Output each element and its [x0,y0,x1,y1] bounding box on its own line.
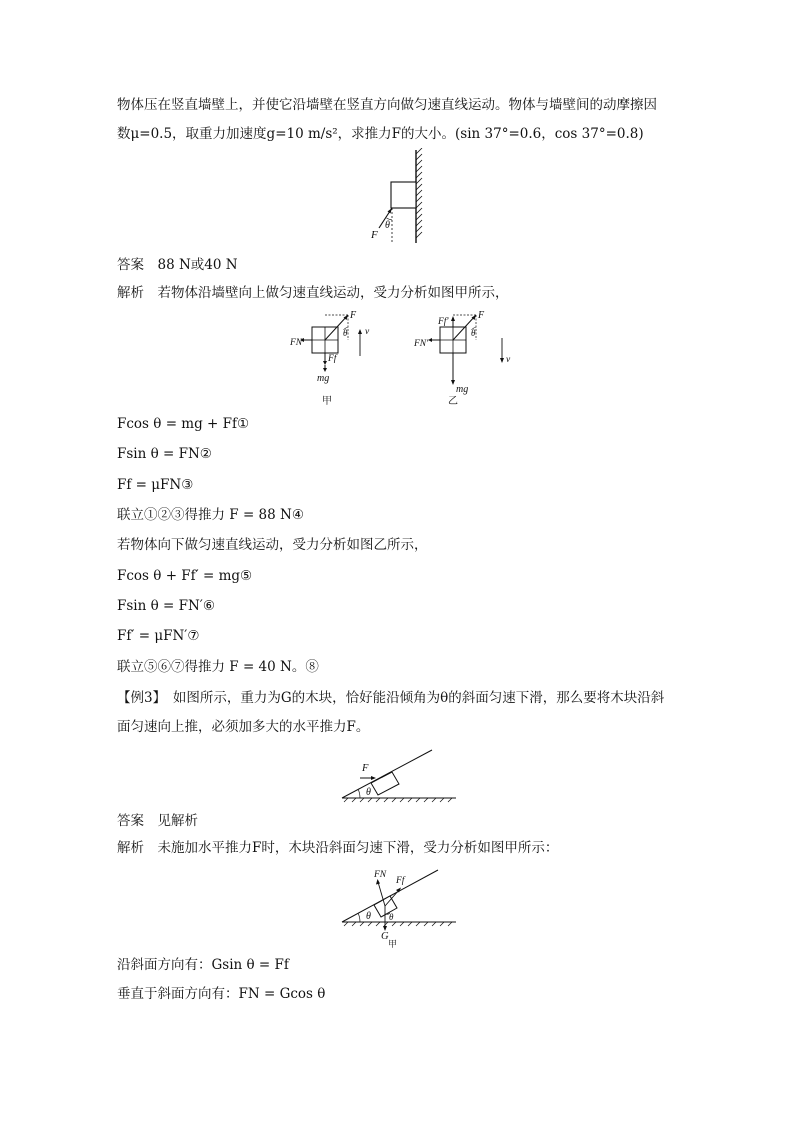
normal-force-label: FN [374,870,387,880]
force-f-label: F [350,310,357,321]
incline-force-diagram [338,862,460,948]
theta-label: θ [366,787,371,798]
example3-line-1: 【例3】 如图所示，重力为G的木块，恰好能沿倾角为θ的斜面匀速下滑，那么要将木块沿斜 [117,690,665,706]
velocity-label: v [506,355,511,365]
theta-label: θ [471,328,476,338]
problem-text-line-1: 物体压在竖直墙壁上，并使它沿墙壁在竖直方向做匀速直线运动。物体与墙壁间的动摩擦因 [117,97,657,113]
gravity-label: mg [456,384,469,395]
analysis3-equation-2: 垂直于斜面方向有：FN = Gcos θ [117,986,326,1002]
theta-label-incline: θ [366,911,371,922]
equation-6: Fsin θ = FN′⑥ [117,598,215,614]
friction-label: Ff [396,876,405,886]
analysis-intro-2: 若物体向下做匀速直线运动，受力分析如图乙所示， [117,537,428,553]
normal-force-label: FN [290,338,303,348]
caption-yi: 乙 [448,396,458,406]
equation-1: Fcos θ = mg + Ff① [117,416,250,432]
theta-label: θ [343,328,348,338]
velocity-label: v [365,327,370,337]
friction-label: Ff [328,354,337,364]
normal-force-label: FN′ [414,339,429,349]
theta-label-inner: θ [389,912,394,922]
theta-label: θ [385,220,390,231]
force-diagram-jia [290,310,380,406]
equation-5: Fcos θ + Ff′ = mg⑤ [117,568,253,584]
answer-line: 答案 88 N或40 N [117,257,238,273]
caption-jia: 甲 [388,939,398,948]
wall-block-figure [362,148,432,246]
answer3-line: 答案 见解析 [117,813,198,829]
equation-4: 联立①②③得推力 F = 88 N④ [117,507,304,523]
force-diagram-yi [412,310,516,406]
caption-jia: 甲 [322,396,332,406]
gravity-label: G [381,931,389,942]
equation-2: Fsin θ = FN② [117,446,212,462]
equation-3: Ff = μFN③ [117,477,194,493]
equation-7: Ff′ = μFN′⑦ [117,628,200,644]
analysis3-equation-1: 沿斜面方向有：Gsin θ = Ff [117,957,289,973]
force-f-label: F [478,310,485,321]
force-f-label: F [362,763,369,774]
gravity-label: mg [317,373,330,384]
example3-line-2: 面匀速向上推，必须加多大的水平推力F。 [117,719,370,735]
equation-8: 联立⑤⑥⑦得推力 F = 40 N。⑧ [117,659,319,675]
problem-text-line-2: 数μ=0.5，取重力加速度g=10 m/s²，求推力F的大小。(sin 37°=0.6，cos 37°=0.8) [117,126,644,142]
friction-label: Ff′ [438,317,449,327]
incline-push-figure [338,748,460,804]
analysis-intro: 解析 若物体沿墙壁向上做匀速直线运动，受力分析如图甲所示， [117,285,509,301]
force-f-label: F [371,229,378,241]
analysis3-intro: 解析 未施加水平推力F时，木块沿斜面匀速下滑，受力分析如图甲所示： [117,840,559,856]
